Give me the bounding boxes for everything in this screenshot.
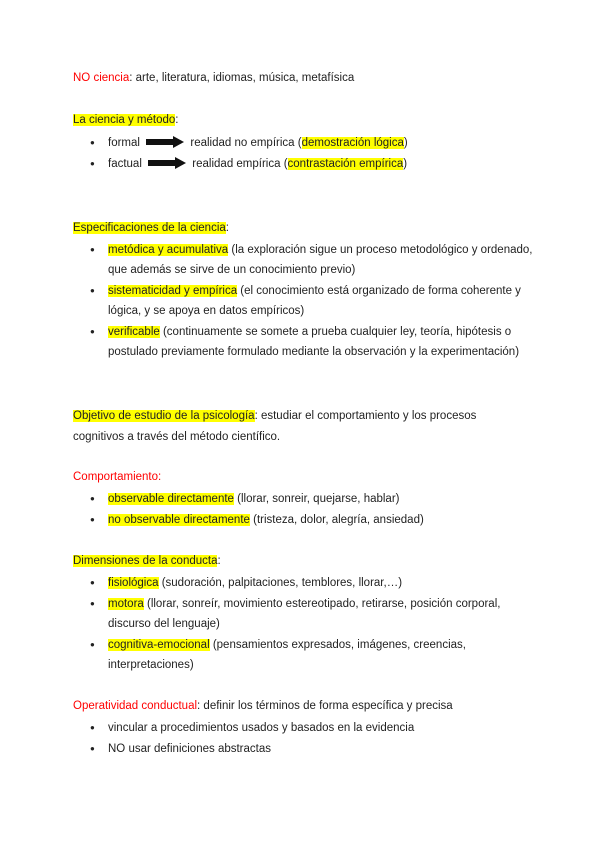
comportamiento-heading-line (73, 471, 161, 483)
list-item: ● metódica y acumulativa (la exploración sigue un proceso metodológico y ordenado, que además se sirve de un conocimiento previo) (73, 240, 533, 280)
operatividad-heading: Operatividad conductual (73, 700, 198, 712)
objetivo-heading: Objetivo de estudio de la psicología (73, 410, 255, 422)
list-item: ● NO usar definiciones abstractas (73, 739, 533, 759)
list-item: ● no observable directamente (tristeza, dolor, alegría, ansiedad) (73, 510, 533, 530)
dimensiones-list (73, 573, 533, 676)
especificaciones-heading: Especificaciones de la ciencia (73, 222, 226, 234)
ciencia-heading-line: La ciencia y método: (73, 114, 179, 126)
ciencia-list (73, 133, 533, 175)
list-item: ● sistematicidad y empírica (el conocimiento está organizado de forma coherente y lógica, y se apoya en datos empíricos) (73, 281, 533, 321)
list-item: ● factual realidad empírica (contrastación empírica) (73, 154, 533, 174)
especificaciones-heading-line: Especificaciones de la ciencia: (73, 222, 229, 234)
no-ciencia-line (73, 72, 354, 84)
objetivo-paragraph: Objetivo de estudio de la psicología: estudiar el comportamiento y los procesos cognitivos a través del método científico. (73, 410, 477, 443)
especificaciones-list (73, 240, 533, 363)
list-item: ● formal realidad no empírica (demostración lógica) (73, 133, 533, 153)
list-item: ● cognitiva-emocional (pensamientos expresados, imágenes, creencias, interpretaciones) (73, 635, 533, 675)
right-arrow-icon (146, 136, 184, 148)
list-item: ● observable directamente (llorar, sonreir, quejarse, hablar) (73, 489, 533, 509)
operatividad-line: Operatividad conductual: definir los términos de forma específica y precisa (73, 700, 453, 712)
list-item: ● fisiológica (sudoración, palpitaciones, temblores, llorar,…) (73, 573, 533, 593)
dimensiones-heading-line: Dimensiones de la conducta: (73, 555, 221, 567)
comportamiento-heading: Comportamiento: (73, 471, 162, 483)
dimensiones-heading: Dimensiones de la conducta (73, 555, 218, 567)
list-item: ● vincular a procedimientos usados y basados en la evidencia (73, 718, 533, 738)
list-item: ● verificable (continuamente se somete a prueba cualquier ley, teoría, hipótesis o postulado previamente formulado mediante la observación y la experimentación) (73, 322, 533, 362)
list-item: ● motora (llorar, sonreír, movimiento estereotipado, retirarse, posición corporal, discurso del lenguaje) (73, 594, 533, 634)
ciencia-heading: La ciencia y método (73, 114, 176, 126)
no-ciencia-text: : arte, literatura, idiomas, música, metafísica (129, 72, 355, 84)
right-arrow-icon (148, 157, 186, 169)
comportamiento-list (73, 489, 533, 531)
operatividad-list (73, 718, 533, 760)
no-ciencia-label: NO ciencia (73, 72, 130, 84)
